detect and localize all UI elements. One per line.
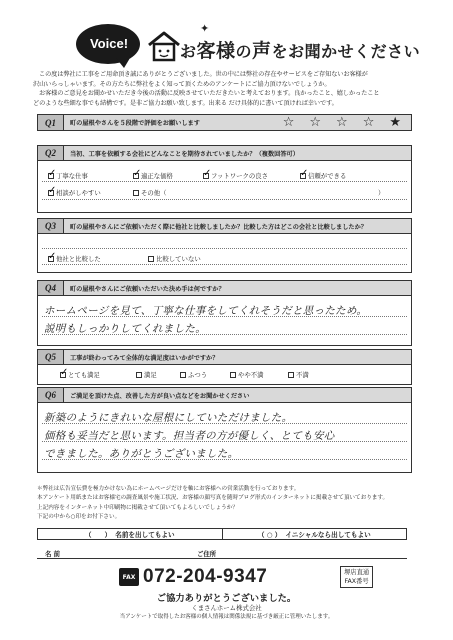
note-line: 下記の中から○印をお付下さい。 — [37, 514, 121, 521]
voice-label: Voice! — [89, 36, 129, 51]
question-number: Q4 — [38, 281, 64, 295]
option-polite-work[interactable]: ✓ 丁寧な仕事 — [48, 171, 88, 180]
checkbox-checked[interactable] — [48, 256, 54, 262]
option-compared[interactable]: ✓ 他社と比較した — [48, 254, 101, 263]
sparkle-icon: ✦ — [200, 22, 210, 35]
checkbox-checked[interactable] — [203, 173, 209, 179]
question-text: 町の屋根やさんにご依頼いただいた決め手は何ですか？ — [70, 285, 225, 293]
star-icon[interactable]: ☆ — [336, 115, 348, 130]
option-satisfied[interactable]: 満足 — [136, 370, 157, 379]
publication-choice — [37, 528, 407, 540]
address-label: ご住所 — [197, 550, 217, 558]
option-other[interactable]: その他（ — [133, 188, 167, 197]
star-icon[interactable]: ☆ — [362, 115, 375, 130]
choice-full-name[interactable]: （ ） 名前を出してもよい — [84, 531, 175, 539]
checkbox-checked[interactable] — [133, 173, 139, 179]
question-number: Q6 — [38, 388, 64, 402]
company-name: くまさんホーム株式会社 — [191, 604, 262, 612]
handwritten-answer-line: 説明もしっかりしてくれました。 — [44, 323, 206, 335]
option-fair-price[interactable]: ✓ 適正な価格 — [133, 171, 173, 180]
fax-direct-label: 堺店直通 FAX番号 — [340, 566, 373, 588]
question-2 — [37, 145, 412, 213]
checkbox-checked[interactable] — [48, 190, 54, 196]
question-text: 町の屋根やさんにご依頼いただく際に他社と比較しましたか？比較した方はどこの会社と比較しましたか？ — [70, 223, 367, 231]
name-label: 名 前 — [45, 550, 61, 558]
question-text: 当初、工事を依頼する会社にどんなことを期待されていましたか？（複数回答可） — [70, 150, 299, 158]
question-text: ご満足を頂けた点、改善した方が良い点などをお聞かせください — [70, 392, 250, 400]
question-number: Q3 — [38, 219, 64, 233]
divider — [42, 264, 407, 265]
option-trust[interactable]: ✓ 信頼ができる — [300, 171, 346, 180]
privacy-note: 当アンケートで取得したお客様の個人情報は関係法規に基づき厳正に管理いたします。 — [119, 614, 334, 620]
option-neutral[interactable]: ふつう — [180, 370, 207, 379]
star-filled-icon[interactable]: ★ — [389, 115, 401, 130]
star-icon[interactable]: ☆ — [282, 115, 295, 130]
thanks-message: ご協力ありがとうございました。 — [156, 593, 297, 604]
question-6 — [37, 387, 412, 473]
checkbox-checked[interactable] — [300, 173, 306, 179]
note-line: 本アンケート用紙またはお客様宅の調査風景や施工状況、お客様の顔写真を随時ブログ形式のインターネットに掲載させて頂いております。 — [37, 495, 389, 502]
note-line: ＊弊社は広告宣伝費を極力かけない為にホームページだけを軸にお客様への営業活動を行っております。 — [37, 486, 300, 492]
intro-line: お客様のご意見をお聞かせいただき今後の活動に反映させていただきたいと考えております。良かったこと、嬉しかったこと — [39, 90, 380, 97]
handwritten-answer-line: 価格も妥当だと思います。担当者の方が優しく、とても安心 — [44, 430, 335, 442]
intro-line: 沢山いらっしゃいます。その方たちに弊社をよく知って頂くためのアンケートにご協力頂けないでしょうか。 — [33, 80, 331, 88]
checkbox-checked[interactable] — [60, 372, 66, 378]
other-close-paren: ） — [378, 189, 385, 197]
checkbox[interactable] — [136, 372, 142, 378]
checkbox[interactable] — [133, 190, 139, 196]
intro-text — [33, 70, 433, 108]
handwritten-answer-line: できました。ありがとうございました。 — [44, 448, 239, 460]
question-number: Q2 — [38, 146, 64, 160]
intro-line: この度は弊社に工事をご用命頂き誠にありがとうございました。世の中には弊社の存在やサービスをご存知ないお客様が — [39, 71, 368, 78]
name-address-row — [37, 545, 407, 559]
checkbox[interactable] — [148, 256, 154, 262]
page-title: お客様の声をお聞かせください — [180, 40, 421, 62]
fax-icon: FAX — [119, 568, 139, 586]
option-dissatisfied[interactable]: 不満 — [288, 370, 309, 379]
star-icon[interactable]: ☆ — [309, 115, 322, 130]
option-easy-consult[interactable]: ✓ 相談がしやすい — [48, 188, 101, 197]
divider — [42, 199, 407, 200]
checkbox-checked[interactable] — [48, 173, 54, 179]
question-3 — [37, 218, 412, 273]
star-rating[interactable] — [283, 116, 401, 129]
question-number: Q5 — [38, 350, 64, 364]
option-somewhat-dissatisfied[interactable]: やや不満 — [230, 370, 264, 379]
page-header — [68, 20, 421, 70]
intro-line: どのような些細な事でも結構です。是非ご協力お願い致します。出来る だけ具体的に書いて頂ければ幸いです。 — [33, 99, 338, 107]
question-5 — [37, 349, 412, 385]
question-text: 町の屋根やさんを５段階で評価をお願いします — [70, 120, 200, 127]
fax-number: 072-204-9347 — [143, 566, 268, 587]
checkbox[interactable] — [180, 372, 186, 378]
question-text: 工事が終わってみて全体的な満足度はいかがですか？ — [70, 354, 219, 362]
option-not-compared[interactable]: 比較していない — [148, 254, 201, 263]
divider — [42, 181, 407, 182]
choice-initials[interactable]: （ ○ ） イニシャルなら出してもよい — [222, 529, 407, 539]
house-icon — [146, 30, 182, 62]
question-1 — [37, 114, 412, 131]
handwritten-answer-line: ホームページを見て、丁寧な仕事をしてくれそうだと思ったため。 — [44, 305, 368, 317]
publication-notes — [37, 485, 437, 523]
fax-block — [119, 566, 337, 588]
checkbox[interactable] — [288, 372, 294, 378]
question-number: Q1 — [38, 115, 64, 130]
note-line: 上記内容をインターネット中印刷物に掲載させて頂いてもよろしいでしょうか？ — [37, 504, 238, 511]
option-very-satisfied[interactable]: ✓ とても満足 — [60, 370, 100, 379]
handwritten-answer-line: 新築のようにきれいな屋根にしていただけました。 — [44, 412, 293, 424]
divider — [42, 248, 407, 249]
checkbox[interactable] — [230, 372, 236, 378]
option-footwork[interactable]: ✓ フットワークの良さ — [203, 171, 268, 180]
question-4 — [37, 280, 412, 346]
